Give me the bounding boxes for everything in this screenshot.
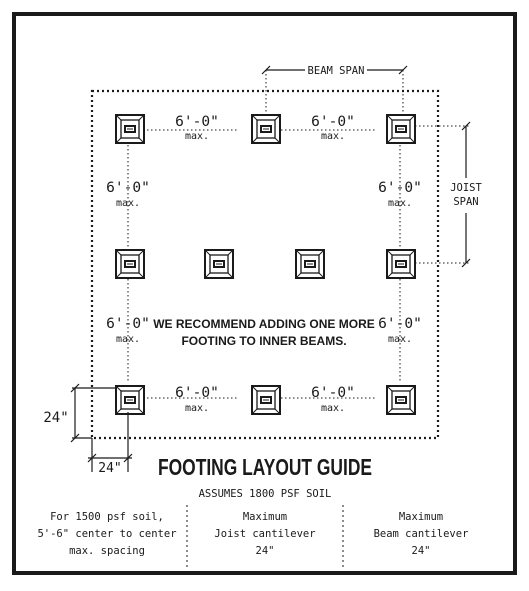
spec-column	[374, 511, 469, 557]
spec-column	[37, 511, 176, 557]
spacing-value: 6'-0"	[175, 385, 219, 401]
joist-span-label-line2: SPAN	[453, 196, 479, 208]
spacing-suffix: max.	[387, 334, 413, 345]
joist-span-label-line1: JOIST	[450, 182, 482, 194]
spec-line: Maximum	[398, 511, 444, 523]
vertical-offset-dimension	[71, 384, 116, 442]
footing	[387, 386, 415, 414]
vertical-offset-label: 24"	[43, 410, 69, 426]
joist-span-dimension	[462, 122, 470, 267]
spec-line: Maximum	[242, 511, 288, 523]
spacing-labels	[106, 114, 422, 414]
footing	[387, 250, 415, 278]
note-line2: FOOTING TO INNER BEAMS.	[181, 334, 347, 348]
spacing-value: 6'-0"	[311, 385, 355, 401]
spacing-value: 6'-0"	[311, 114, 355, 130]
spacing-value: 6'-0"	[175, 114, 219, 130]
spec-line: Beam cantilever	[373, 528, 469, 540]
footing	[116, 250, 144, 278]
spacing-suffix: max.	[387, 198, 413, 209]
spacing-suffix: max.	[320, 131, 346, 142]
footing	[116, 386, 144, 414]
footing	[296, 250, 324, 278]
footings	[116, 115, 415, 414]
spec-line: 24"	[255, 545, 275, 557]
spacing-suffix: max.	[115, 334, 141, 345]
spec-line: 24"	[411, 545, 431, 557]
footing	[252, 386, 280, 414]
page-title: FOOTING LAYOUT GUIDE	[158, 454, 372, 480]
page-subtitle: ASSUMES 1800 PSF SOIL	[198, 488, 332, 500]
footing	[116, 115, 144, 143]
spacing-value: 6'-0"	[106, 316, 150, 332]
spacing-value: 6'-0"	[378, 316, 422, 332]
spec-line: For 1500 psf soil,	[50, 511, 164, 523]
spec-line: max. spacing	[69, 545, 145, 557]
spacing-suffix: max.	[184, 403, 210, 414]
footing	[205, 250, 233, 278]
spacing-suffix: max.	[320, 403, 346, 414]
beam-span-label: BEAM SPAN	[307, 65, 365, 77]
spacing-value: 6'-0"	[378, 180, 422, 196]
spacing-suffix: max.	[115, 198, 141, 209]
spec-line: Joist cantilever	[214, 528, 316, 540]
spacing-value: 6'-0"	[106, 180, 150, 196]
spec-column	[214, 511, 315, 557]
spacing-suffix: max.	[184, 131, 210, 142]
footing	[252, 115, 280, 143]
spec-line: 5'-6" center to center	[37, 528, 177, 540]
footing	[387, 115, 415, 143]
horizontal-offset-label: 24"	[98, 461, 122, 476]
note-line1: WE RECOMMEND ADDING ONE MORE	[153, 317, 375, 331]
